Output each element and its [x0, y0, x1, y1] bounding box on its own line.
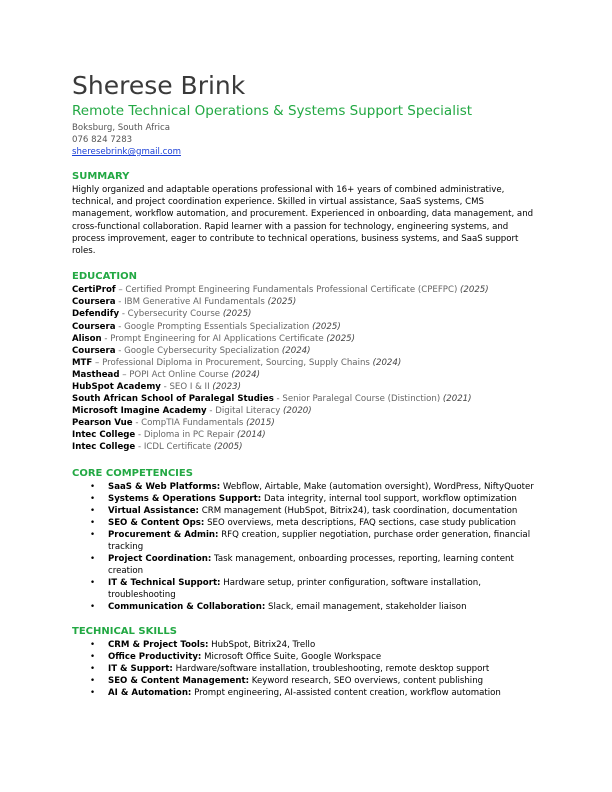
skill-item	[90, 687, 542, 699]
education-course: Cybersecurity Course	[127, 309, 221, 320]
bullet-icon: •	[90, 493, 96, 504]
education-year: (2025)	[222, 309, 252, 320]
competency-item-label: SEO & Content Ops:	[108, 517, 205, 528]
technical-skills-heading: TECHNICAL SKILLS	[72, 625, 177, 637]
education-provider: Coursera	[72, 345, 116, 356]
bullet-icon: •	[90, 601, 96, 612]
education-separator: -	[135, 442, 144, 453]
education-provider: Defendify	[72, 309, 120, 320]
education-course: Diploma in PC Repair	[143, 430, 235, 441]
skill-item-text: HubSpot, Bitrix24, Trello	[211, 639, 316, 650]
education-year: (2025)	[460, 285, 489, 296]
competency-item-text: Slack, email management, stakeholder liaison	[268, 601, 467, 612]
education-year: (2014)	[237, 430, 266, 441]
phone-number: 076 824 7283	[72, 135, 133, 145]
competency-item-label: Project Coordination:	[108, 553, 212, 564]
education-list	[72, 284, 542, 453]
education-year: (2025)	[326, 333, 355, 344]
technical-skills-list	[72, 639, 542, 699]
competency-item	[90, 493, 542, 505]
education-provider: South African School of Paralegal Studies	[72, 394, 274, 405]
skill-item-label: Office Productivity:	[108, 651, 202, 662]
education-item	[72, 381, 542, 393]
education-separator: -	[160, 381, 170, 392]
education-item	[72, 296, 542, 308]
skill-item	[90, 639, 542, 651]
location: Boksburg, South Africa	[72, 123, 171, 133]
competency-item-text: Hardware setup, printer configuration, software installation, troubleshooting	[108, 577, 481, 600]
education-provider: Intec College	[72, 430, 136, 441]
skill-item-label: CRM & Project Tools:	[108, 639, 209, 650]
skill-item-text: Keyword research, SEO overviews, content publishing	[251, 675, 484, 686]
education-separator: -	[206, 406, 216, 417]
competency-item-label: IT & Technical Support:	[108, 577, 221, 588]
education-year: (2024)	[231, 369, 260, 380]
education-separator: -	[115, 321, 125, 332]
competency-item-label: Communication & Collaboration:	[108, 601, 266, 612]
education-provider: HubSpot Academy	[72, 381, 161, 392]
education-item	[72, 405, 542, 417]
core-competencies-heading: CORE COMPETENCIES	[72, 467, 193, 479]
education-separator: -	[135, 430, 144, 441]
bullet-icon: •	[90, 675, 96, 686]
education-year: (2025)	[312, 321, 341, 332]
competency-item-text: RFQ creation, supplier negotiation, purchase order generation, financial tracking	[108, 529, 531, 552]
skill-item-label: AI & Automation:	[108, 687, 192, 698]
education-item	[72, 284, 542, 296]
education-course: POPI Act Online Course	[129, 369, 229, 380]
core-competencies-list	[72, 481, 542, 613]
education-year: (2024)	[372, 357, 402, 368]
competency-item	[90, 577, 542, 601]
education-provider: MTF	[72, 357, 93, 368]
competency-item-label: Virtual Assistance:	[108, 505, 199, 516]
email-link[interactable]: sheresebrink@gmail.com	[72, 147, 181, 157]
bullet-icon: •	[90, 651, 96, 662]
education-provider: Pearson Vue	[72, 418, 133, 429]
education-provider: Intec College	[72, 442, 136, 453]
education-year: (2025)	[267, 297, 297, 308]
bullet-icon: •	[90, 481, 96, 492]
education-heading: EDUCATION	[72, 271, 137, 283]
competency-item	[90, 505, 542, 517]
education-separator: -	[119, 309, 128, 320]
education-item	[72, 321, 542, 333]
education-course: IBM Generative AI Fundamentals	[124, 297, 265, 308]
education-separator: -	[132, 418, 142, 429]
education-course: Google Prompting Essentials Specialization	[124, 321, 310, 332]
competency-item	[90, 529, 542, 553]
candidate-name: Sherese Brink	[72, 71, 246, 100]
competency-item	[90, 481, 542, 493]
competency-item-text: SEO overviews, meta descriptions, FAQ sections, case study publication	[207, 517, 517, 528]
education-course: ICDL Certificate	[143, 442, 212, 453]
education-item	[72, 429, 542, 441]
education-course: CompTIA Fundamentals	[141, 418, 244, 429]
education-provider: Coursera	[72, 321, 116, 332]
education-year: (2021)	[442, 394, 472, 405]
education-course: Prompt Engineering for AI Applications Certificate	[110, 333, 324, 344]
education-course: Professional Diploma in Procurement, Sourcing, Supply Chains	[102, 357, 370, 368]
education-item	[72, 345, 542, 357]
competency-item-text: Task management, onboarding processes, reporting, learning content creation	[108, 553, 514, 576]
education-separator: –	[92, 357, 103, 368]
skill-item-label: SEO & Content Management:	[108, 675, 250, 686]
skill-item-text: Prompt engineering, AI-assisted content creation, workflow automation	[194, 687, 501, 698]
skill-item	[90, 651, 542, 663]
competency-item-label: Systems & Operations Support:	[108, 493, 262, 504]
bullet-icon: •	[90, 577, 96, 588]
education-separator: –	[115, 285, 126, 296]
education-separator: –	[119, 369, 130, 380]
education-item	[72, 393, 542, 405]
skill-item	[90, 663, 542, 675]
education-separator: -	[273, 394, 283, 405]
education-provider: Coursera	[72, 297, 116, 308]
education-item	[72, 357, 542, 369]
competency-item	[90, 553, 542, 577]
bullet-icon: •	[90, 553, 96, 564]
education-item	[72, 417, 542, 429]
email-row	[72, 146, 542, 158]
competency-item-text: CRM management (HubSpot, Bitrix24), task coordination, documentation	[201, 505, 518, 516]
education-separator: -	[115, 297, 125, 308]
education-separator: -	[101, 333, 111, 344]
education-provider: Alison	[72, 333, 102, 344]
education-provider: CertiProf	[72, 285, 116, 296]
competency-item	[90, 601, 542, 613]
competency-item-text: Data integrity, internal tool support, workflow optimization	[263, 493, 517, 504]
education-year: (2005)	[213, 442, 243, 453]
resume-page	[72, 72, 542, 699]
education-separator: -	[115, 345, 125, 356]
skill-item-text: Hardware/software installation, troubleshooting, remote desktop support	[175, 663, 490, 674]
education-course: Certified Prompt Engineering Fundamentals Professional Certificate (CPEFPC)	[125, 285, 458, 296]
education-year: (2024)	[281, 345, 311, 356]
bullet-icon: •	[90, 687, 96, 698]
bullet-icon: •	[90, 529, 96, 540]
education-course: Senior Paralegal Course (Distinction)	[282, 394, 441, 405]
skill-item-label: IT & Support:	[108, 663, 173, 674]
skill-item-text: Microsoft Office Suite, Google Workspace	[204, 651, 382, 662]
competency-item-label: Procurement & Admin:	[108, 529, 219, 540]
bullet-icon: •	[90, 505, 96, 516]
competency-item-label: SaaS & Web Platforms:	[108, 481, 221, 492]
competency-item	[90, 517, 542, 529]
bullet-icon: •	[90, 517, 96, 528]
summary-text: Highly organized and adaptable operations professional with 16+ years of combined administrative, technical, and project coordination experience. Skilled in virtual assistance, SaaS systems, CMS management, workflow automation, and procurement. Experienced in onboarding, data management, and cross-functional collaboration. Rapid learner with a passion for technology, engineering systems, and process improvement, eager to contribute to technical operations, business systems, and SaaS support roles.	[72, 185, 534, 257]
education-provider: Masthead	[72, 369, 120, 380]
education-year: (2015)	[246, 418, 275, 429]
competency-item-text: Webflow, Airtable, Make (automation oversight), WordPress, NiftyQuoter	[222, 481, 534, 492]
education-course: Digital Literacy	[215, 406, 281, 417]
skill-item	[90, 675, 542, 687]
education-provider: Microsoft Imagine Academy	[72, 406, 207, 417]
education-year: (2023)	[212, 381, 241, 392]
education-item	[72, 308, 542, 320]
education-item	[72, 441, 542, 453]
summary-heading: SUMMARY	[72, 171, 130, 182]
bullet-icon: •	[90, 639, 96, 650]
education-course: SEO I & II	[169, 381, 210, 392]
education-item	[72, 333, 542, 345]
bullet-icon: •	[90, 663, 96, 674]
education-course: Google Cybersecurity Specialization	[124, 345, 280, 356]
job-title: Remote Technical Operations & Systems Support Specialist	[72, 103, 473, 119]
education-item	[72, 369, 542, 381]
education-year: (2020)	[283, 406, 312, 417]
